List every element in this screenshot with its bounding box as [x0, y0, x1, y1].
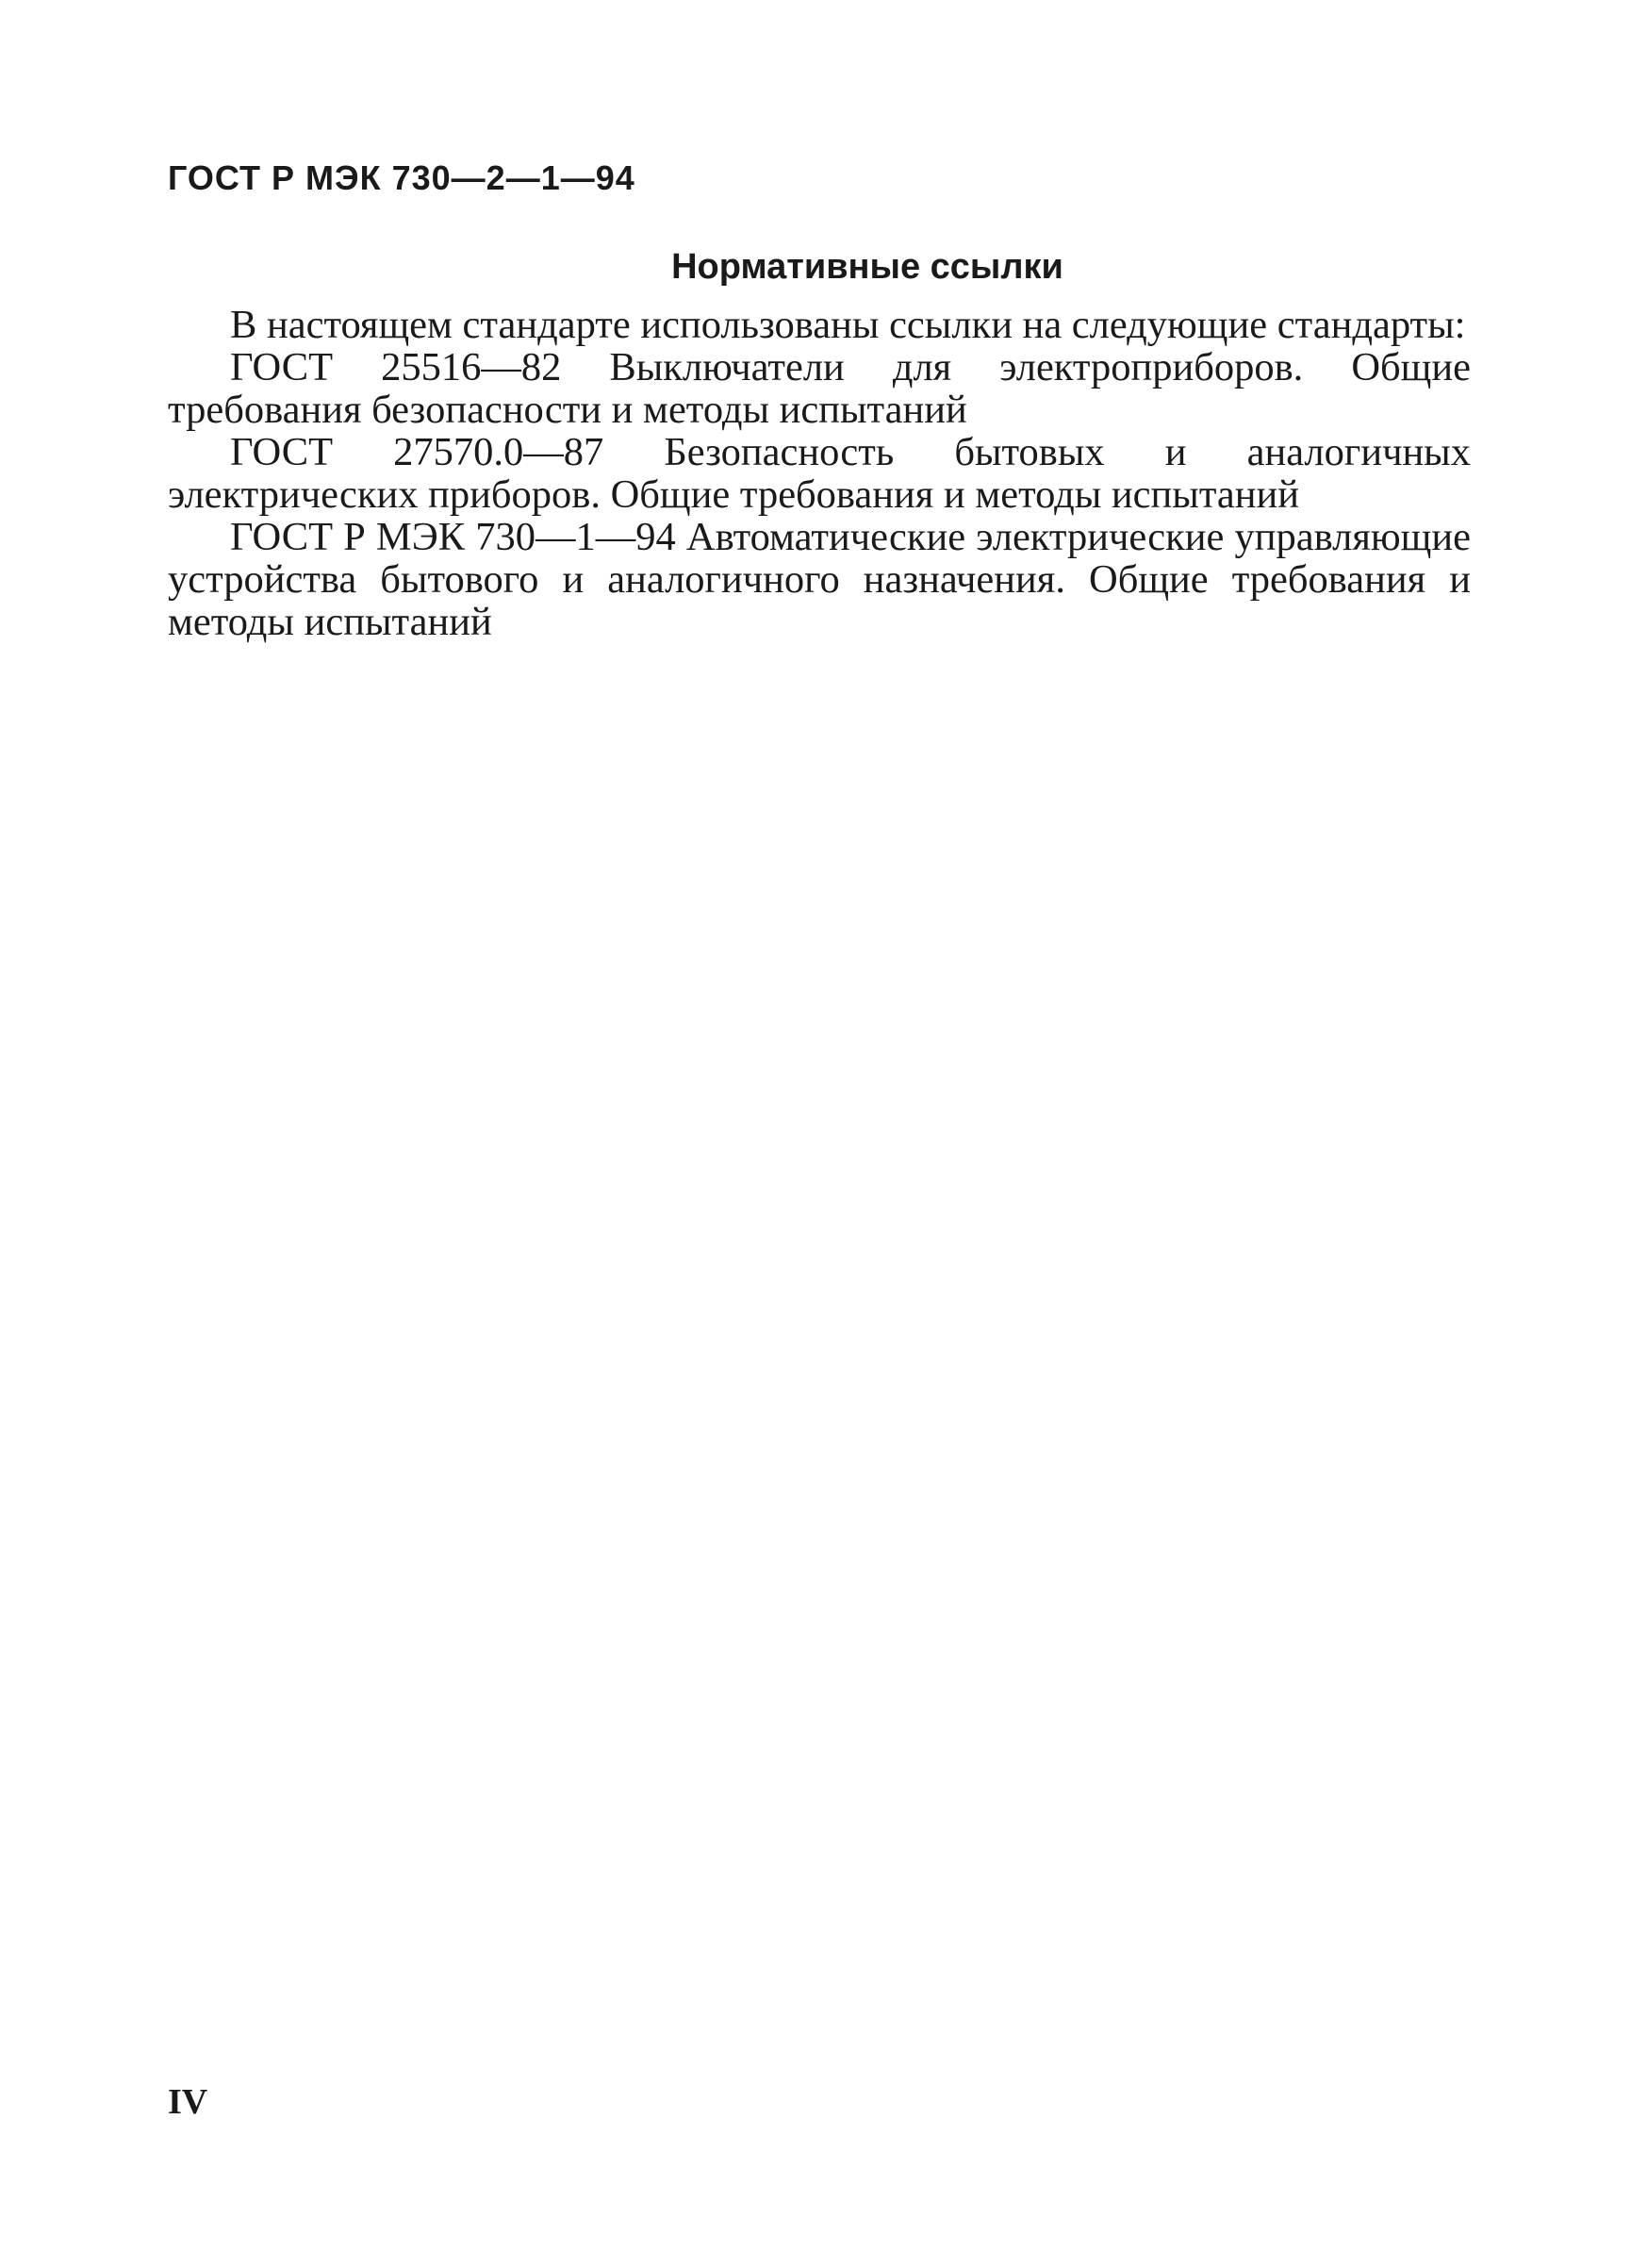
page-number: IV — [168, 2082, 208, 2122]
reference-gost-27570: ГОСТ 27570.0—87 Безопасность бытовых и аналогичных электрических приборов. Общие требования и методы испытаний — [168, 430, 1471, 517]
document-code: ГОСТ Р МЭК 730—2—1—94 — [168, 158, 635, 197]
intro-paragraph: В настоящем стандарте использованы ссылки на следующие стандарты: — [230, 303, 1466, 347]
reference-gost-r-iec-730-1: ГОСТ Р МЭК 730—1—94 Автоматические электрические управляющие устройства бытового и аналогичного назначения. Общие требования и методы испытаний — [168, 515, 1471, 644]
reference-gost-25516: ГОСТ 25516—82 Выключатели для электроприборов. Общие требования безопасности и методы испытаний — [168, 345, 1471, 432]
references-body — [168, 304, 1471, 643]
section-title: Нормативные ссылки — [671, 247, 1063, 287]
